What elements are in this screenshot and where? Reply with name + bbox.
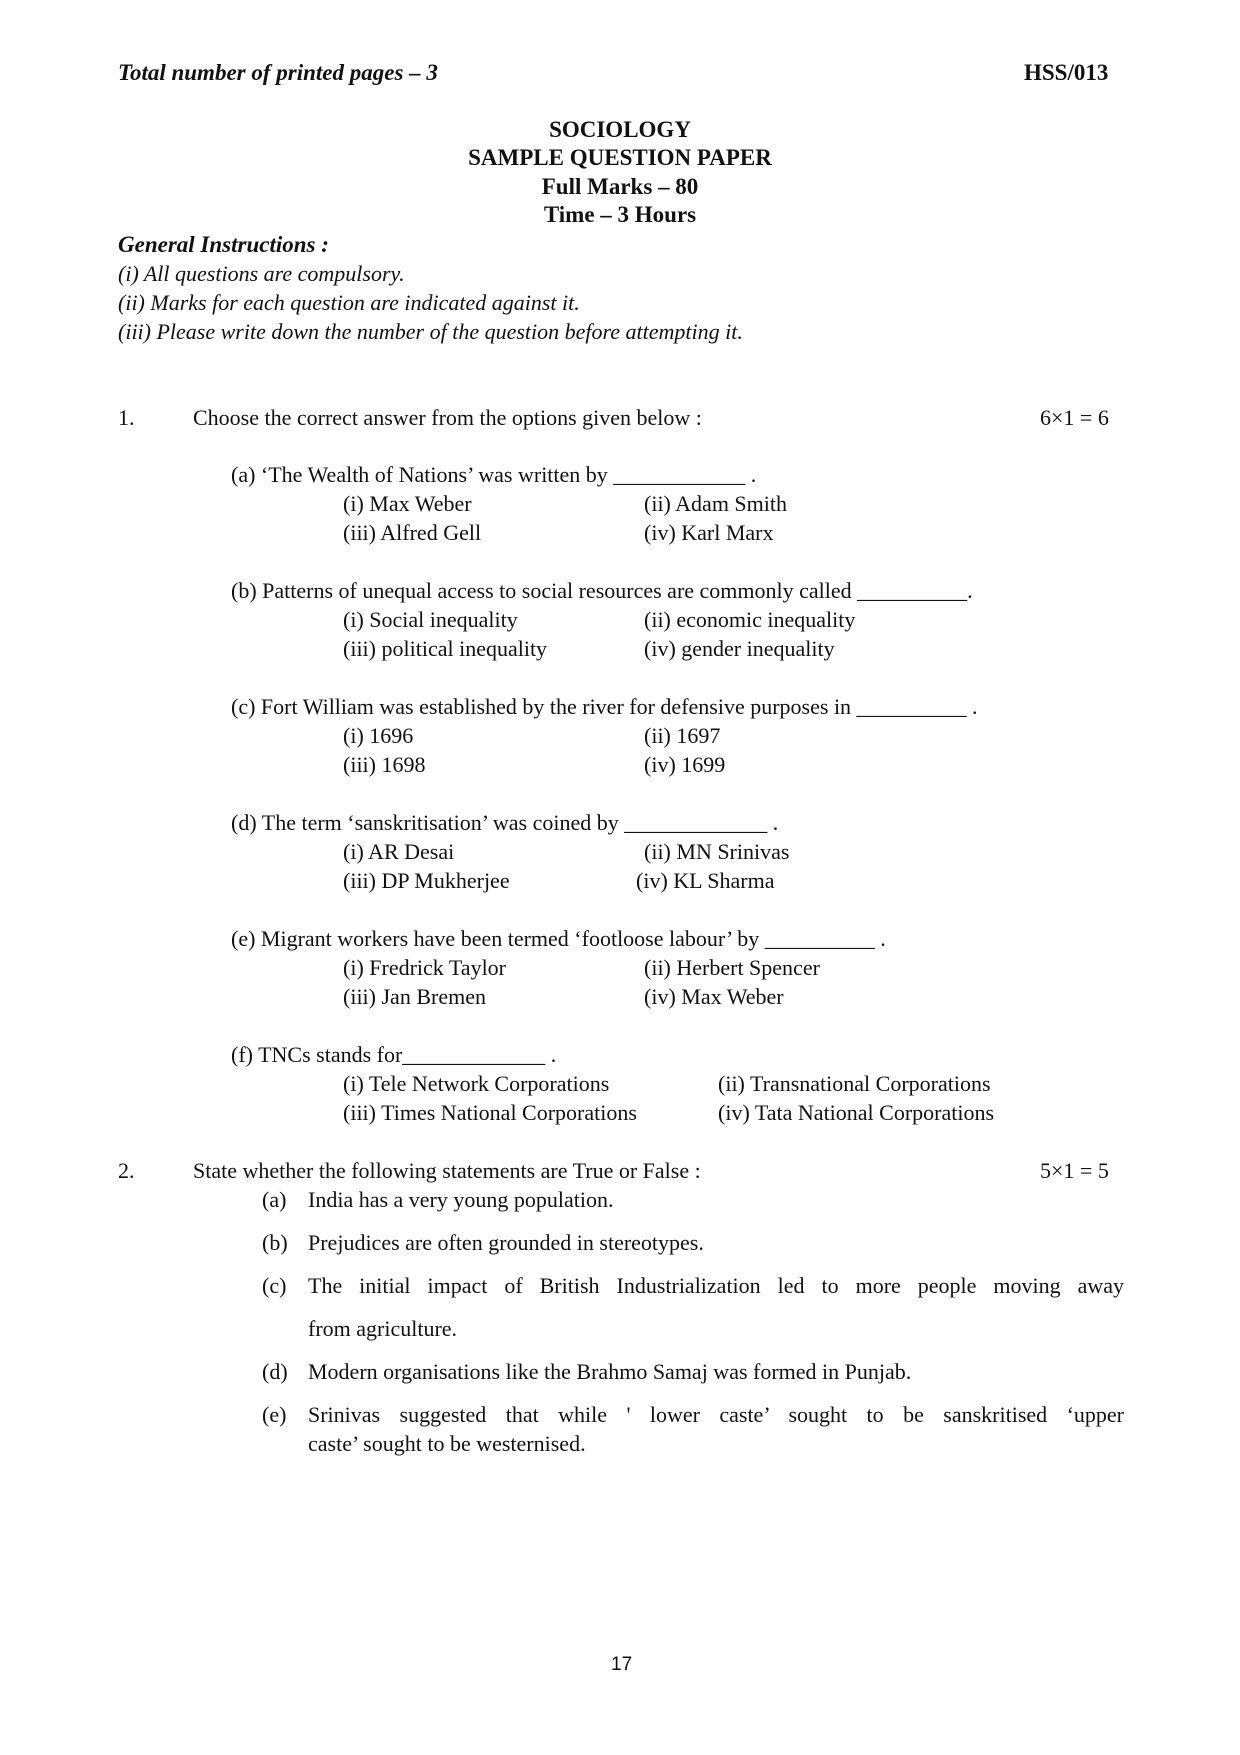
mcq-option: (i) Max Weber — [343, 491, 472, 516]
mcq-option: (iii) Times National Corporations — [343, 1100, 637, 1125]
instruction-item: (iii) Please write down the number of the question before attempting it. — [118, 319, 743, 344]
item-text: Modern organisations like the Brahmo Samaj was formed in Punjab. — [308, 1359, 912, 1384]
mcq-option: (ii) economic inequality — [644, 607, 856, 632]
item-label: (d) — [262, 1359, 288, 1384]
true-false-item — [262, 1359, 1124, 1385]
mcq-stem: (e) Migrant workers have been termed ‘footloose labour’ by __________ . — [231, 926, 886, 951]
true-false-item — [262, 1230, 1124, 1256]
time-allowed: Time – 3 Hours — [543, 202, 697, 227]
item-label: (a) — [262, 1187, 287, 1212]
mcq-option: (iii) 1698 — [343, 752, 426, 777]
mcq-option: (iii) Jan Bremen — [343, 984, 486, 1009]
mcq-stem: (f) TNCs stands for_____________ . — [231, 1042, 557, 1067]
mcq-stem: (b) Patterns of unequal access to social resources are commonly called __________. — [231, 578, 973, 603]
mcq-option: (i) Fredrick Taylor — [343, 955, 507, 980]
mcq-option: (ii) 1697 — [644, 723, 721, 748]
mcq-option: (iv) 1699 — [644, 752, 726, 777]
page-number: 17 — [611, 1654, 633, 1675]
question-marks: 5×1 = 5 — [1040, 1158, 1109, 1183]
question-text: State whether the following statements are True or False : — [193, 1158, 701, 1183]
mcq-option: (iv) Max Weber — [644, 984, 784, 1009]
full-marks: Full Marks – 80 — [541, 174, 699, 199]
printed-pages-note: Total number of printed pages – 3 — [118, 60, 438, 85]
mcq-option: (iii) political inequality — [343, 636, 548, 661]
mcq-option: (iii) Alfred Gell — [343, 520, 482, 545]
item-text-line: from agriculture. — [308, 1316, 458, 1341]
mcq-option: (ii) Adam Smith — [644, 491, 787, 516]
subject-title: SOCIOLOGY — [549, 117, 691, 142]
question-marks: 6×1 = 6 — [1040, 405, 1109, 430]
mcq-option: (i) Tele Network Corporations — [343, 1071, 610, 1096]
mcq-option: (iv) Karl Marx — [644, 520, 774, 545]
item-text-line: caste’ sought to be westernised. — [308, 1431, 586, 1456]
mcq-option: (i) AR Desai — [343, 839, 455, 864]
true-false-item — [262, 1187, 1124, 1213]
true-false-item — [262, 1273, 1124, 1342]
item-label: (b) — [262, 1230, 288, 1255]
item-text: India has a very young population. — [308, 1187, 614, 1212]
instruction-item: (i) All questions are compulsory. — [118, 261, 405, 286]
mcq-stem: (a) ‘The Wealth of Nations’ was written by ____________ . — [231, 462, 757, 487]
mcq-stem: (c) Fort William was established by the river for defensive purposes in __________ . — [231, 694, 978, 719]
mcq-option: (ii) Transnational Corporations — [718, 1071, 991, 1096]
true-false-item — [262, 1402, 1124, 1457]
item-text: Prejudices are often grounded in stereotypes. — [308, 1230, 704, 1255]
mcq-option: (i) Social inequality — [343, 607, 518, 632]
question-number: 1. — [118, 405, 135, 430]
question-number: 2. — [118, 1158, 135, 1183]
mcq-option: (iv) KL Sharma — [636, 868, 775, 893]
mcq-option: (iii) DP Mukherjee — [343, 868, 510, 893]
item-text-line: Srinivas suggested that while ' lower caste’ sought to be sanskritised ‘upper — [308, 1402, 1124, 1427]
mcq-option: (i) 1696 — [343, 723, 414, 748]
mcq-option: (iv) gender inequality — [644, 636, 835, 661]
mcq-option: (ii) Herbert Spencer — [644, 955, 820, 980]
mcq-option: (iv) Tata National Corporations — [718, 1100, 995, 1125]
paper-code: HSS/013 — [1024, 60, 1109, 85]
instructions-heading: General Instructions : — [118, 232, 329, 257]
item-label: (c) — [262, 1273, 287, 1298]
mcq-stem: (d) The term ‘sanskritisation’ was coined by _____________ . — [231, 810, 779, 835]
instruction-item: (ii) Marks for each question are indicated against it. — [118, 290, 580, 315]
item-text-line: The initial impact of British Industrialization led to more people moving away — [308, 1273, 1124, 1298]
item-label: (e) — [262, 1402, 287, 1427]
paper-title: SAMPLE QUESTION PAPER — [468, 145, 772, 170]
question-text: Choose the correct answer from the options given below : — [193, 405, 702, 430]
mcq-option: (ii) MN Srinivas — [644, 839, 790, 864]
